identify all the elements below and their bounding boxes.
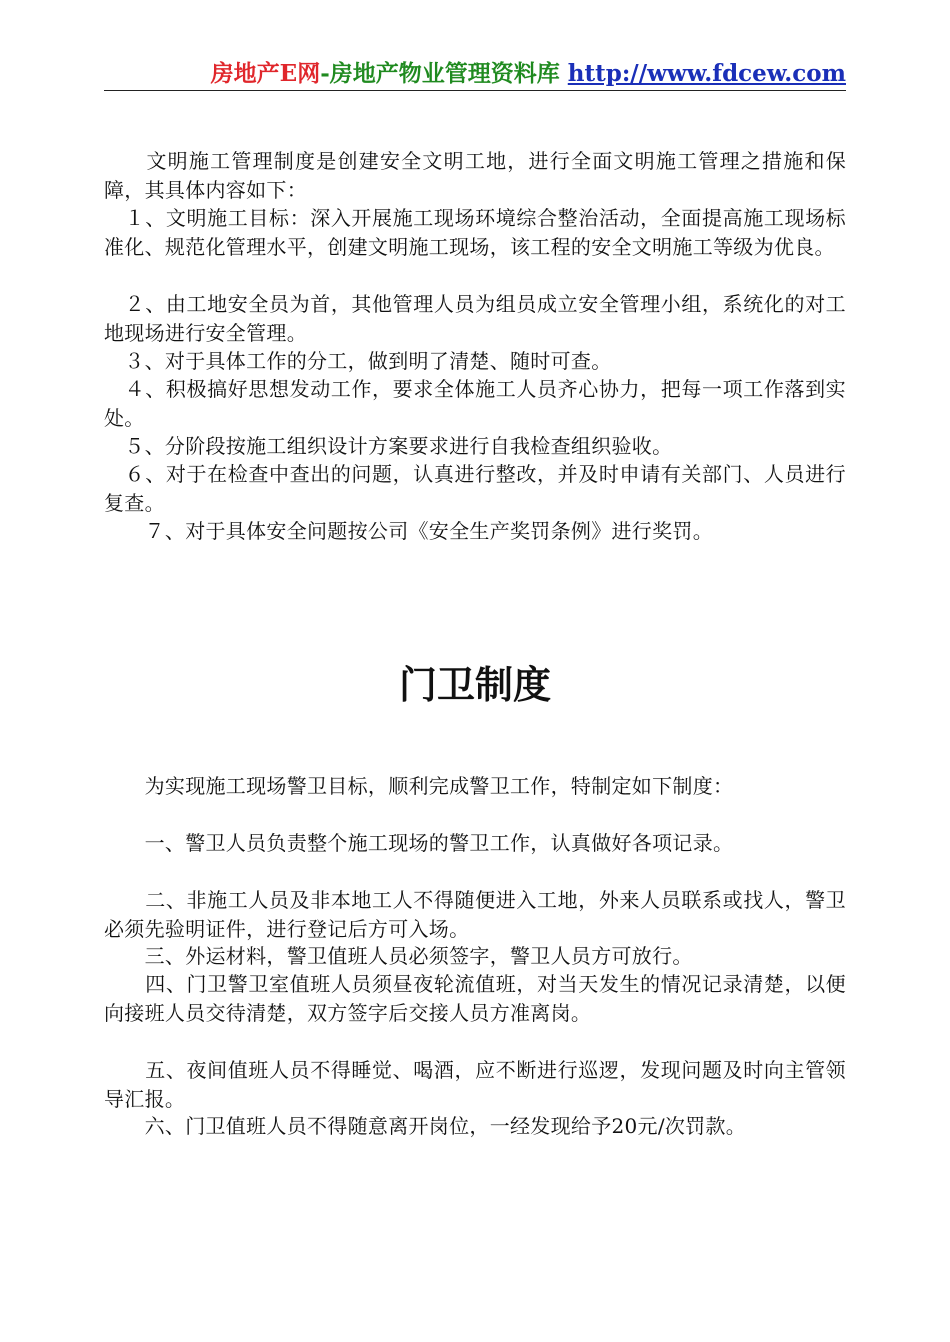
civilized-item-3: ３、对于具体工作的分工，做到明了清楚、随时可查。 [104, 349, 612, 373]
guard-intro: 为实现施工现场警卫目标，顺利完成警卫工作，特制定如下制度： [104, 774, 734, 798]
header-brand: 房地产E网 [210, 60, 321, 87]
civilized-item-6: ６、对于在检查中查出的问题，认真进行整改，并及时申请有关部门、人员进行复查。 [104, 462, 846, 515]
header-url-link[interactable]: http://www.fdcew.com [567, 60, 846, 87]
section-title-guard: 门卫制度 [398, 663, 551, 707]
header-separator: - [320, 60, 330, 87]
guard-item-4: 四、门卫警卫室值班人员须昼夜轮流值班，对当天发生的情况记录清楚，以便向接班人员交待清楚，双方签字后交接人员方准离岗。 [104, 972, 846, 1025]
guard-item-2: 二、非施工人员及非本地工人不得随便进入工地，外来人员联系或找人，警卫必须先验明证件，进行登记后方可入场。 [104, 888, 846, 941]
header-divider [104, 90, 846, 91]
guard-item-3: 三、外运材料，警卫值班人员必须签字，警卫人员方可放行。 [104, 944, 693, 968]
header-library-title: 房地产物业管理资料库 [329, 60, 560, 87]
civilized-item-4: ４、积极搞好思想发动工作，要求全体施工人员齐心协力，把每一项工作落到实处。 [104, 377, 846, 430]
civilized-intro: 文明施工管理制度是创建安全文明工地，进行全面文明施工管理之措施和保障，其具体内容如下： [104, 149, 846, 202]
guard-item-5: 五、夜间值班人员不得睡觉、喝酒，应不断进行巡逻，发现问题及时向主管领导汇报。 [104, 1058, 846, 1111]
civilized-item-7: ７、对于具体安全问题按公司《安全生产奖罚条例》进行奖罚。 [104, 519, 713, 543]
guard-item-1: 一、警卫人员负责整个施工现场的警卫工作，认真做好各项记录。 [104, 831, 734, 855]
page-header [104, 58, 846, 92]
civilized-item-2: ２、由工地安全员为首，其他管理人员为组员成立安全管理小组，系统化的对工地现场进行安全管理。 [104, 292, 846, 345]
civilized-item-5: ５、分阶段按施工组织设计方案要求进行自我检查组织验收。 [104, 434, 673, 458]
guard-item-6: 六、门卫值班人员不得随意离开岗位，一经发现给予20元/次罚款。 [104, 1114, 747, 1138]
civilized-item-1: １、文明施工目标：深入开展施工现场环境综合整治活动，全面提高施工现场标准化、规范化管理水平，创建文明施工现场，该工程的安全文明施工等级为优良。 [104, 206, 846, 259]
